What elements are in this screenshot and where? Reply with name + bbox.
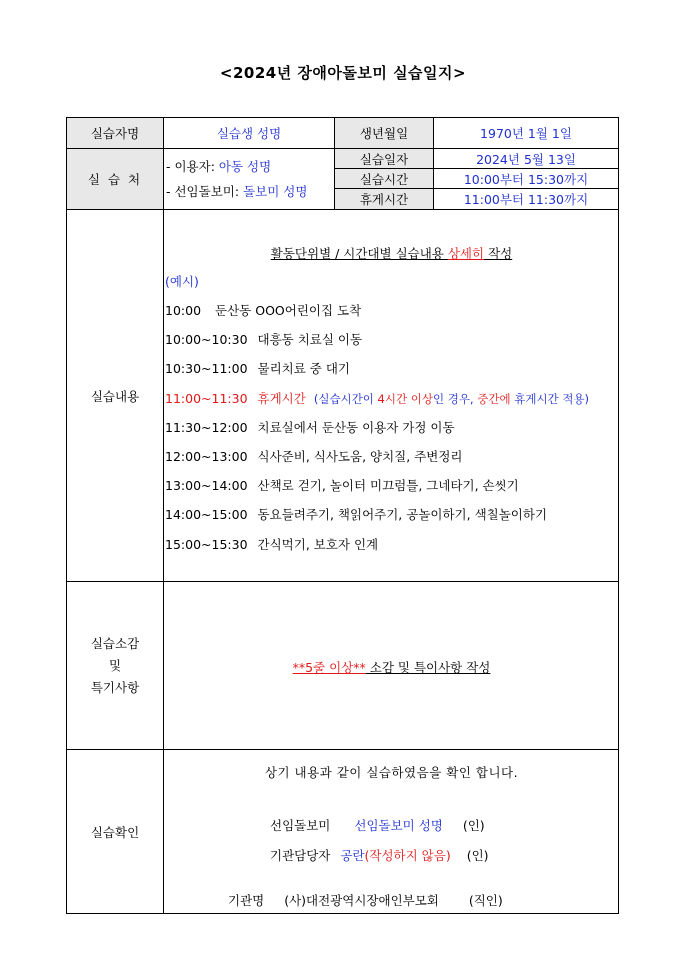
schedule-entry [165, 418, 455, 436]
site-senior-prefix: - 선임돌보미: [166, 184, 240, 199]
schedule-entry [165, 505, 547, 523]
schedule-entry [165, 476, 519, 494]
org-name: (사)대전광역시장애인부모회 [284, 893, 439, 908]
site-user [166, 157, 271, 175]
org-label: 기관명 [228, 893, 265, 908]
entry-time: 10:00~10:30 [165, 332, 248, 348]
senior-confirm-name: 선임돌보미 성명 [354, 818, 443, 833]
senior-confirm-label: 선임돌보미 [270, 818, 331, 833]
note-d: 중간에 [477, 391, 511, 406]
date-label: 실습일자 [359, 151, 409, 167]
schedule-entry [165, 359, 350, 377]
heading-prefix: 활동단위별 / 시간대별 실습내용 [270, 246, 448, 261]
staff-confirm [270, 846, 489, 864]
senior-seal: (인) [462, 818, 485, 833]
remarks-label-1: 실습소감 [90, 635, 140, 651]
senior-confirm [270, 816, 485, 834]
entry-time: 11:30~12:00 [165, 419, 248, 435]
entry-desc: 치료실에서 둔산동 이용자 가정 이동 [257, 419, 455, 435]
birth-date: 1970년 1월 1일 [480, 126, 572, 141]
confirm-label: 실습확인 [90, 824, 140, 840]
staff-seal: (인) [466, 848, 489, 863]
example-label: (예시) [165, 274, 199, 289]
site-user-prefix: - 이용자: [166, 159, 215, 174]
time-label: 실습시간 [359, 171, 409, 187]
entry-time: 12:00~13:00 [165, 449, 248, 464]
confirm-statement: 상기 내용과 같이 실습하였음을 확인 합니다. [264, 765, 519, 780]
note-a: (실습시간이 [313, 391, 378, 406]
entry-time: 15:00~15:30 [165, 536, 248, 552]
break-label: 휴게시간 [359, 192, 409, 207]
content-heading [164, 244, 619, 262]
schedule-entry [165, 447, 463, 465]
remarks-emph: **5줄 이상** [292, 660, 366, 675]
entry-desc: 둔산동 OOO어린이집 도착 [215, 303, 362, 318]
remarks-label [67, 582, 163, 749]
schedule-entry [165, 535, 378, 553]
org-confirm [228, 891, 503, 909]
remarks-instruction [164, 658, 619, 676]
practice-date: 2024년 5월 13일 [476, 151, 576, 167]
site-label: 실 습 처 [87, 172, 143, 187]
remarks-rest: 소감 및 특이사항 작성 [365, 660, 491, 675]
content-label: 실습내용 [90, 388, 140, 404]
trainee-name: 실습생 성명 [216, 126, 282, 141]
entry-desc: 동요들려주기, 책읽어주기, 공놀이하기, 색칠놀이하기 [257, 507, 548, 523]
heading-emph: 상세히 [447, 246, 485, 261]
entry-time: 10:30~11:00 [165, 361, 248, 377]
note-c: 인 경우, [432, 391, 478, 406]
heading-suffix: 작성 [484, 246, 513, 261]
entry-desc: 산책로 걷기, 놀이터 미끄럼틀, 그네타기, 손씻기 [257, 478, 519, 494]
trainee-label: 실습자명 [90, 126, 140, 141]
staff-confirm-label: 기관담당자 [270, 848, 331, 863]
page-title: <2024년 장애아돌보미 실습일지> [219, 64, 467, 82]
entry-desc: 물리치료 중 대기 [257, 361, 351, 377]
schedule-entry [165, 301, 361, 319]
site-user-name: 아동 성명 [218, 159, 272, 174]
org-seal: (직인) [468, 893, 503, 908]
entry-time: 14:00~15:00 [165, 507, 248, 523]
note-b: 4시간 이상 [377, 391, 433, 406]
break-entry-note [314, 392, 589, 406]
entry-time: 13:00~14:00 [165, 478, 248, 494]
break-entry-time: 11:00~11:30 [165, 390, 248, 406]
remarks-label-2: 및 [108, 657, 122, 673]
birth-label: 생년월일 [359, 126, 409, 141]
staff-blank: 공란 [340, 848, 365, 863]
practice-time: 10:00부터 15:30까지 [463, 171, 589, 187]
staff-note: (작성하지 않음) [364, 848, 451, 863]
site-senior [166, 182, 307, 200]
note-e: 휴게시간 적용) [510, 391, 590, 406]
entry-time: 10:00 [165, 303, 202, 318]
entry-desc: 식사준비, 식사도움, 양치질, 주변정리 [257, 449, 463, 464]
remarks-label-3: 특기사항 [90, 679, 140, 695]
entry-desc: 대흥동 치료실 이동 [257, 332, 363, 348]
schedule-entry [165, 330, 362, 348]
col-divider [163, 117, 164, 914]
site-senior-name: 돌보미 성명 [243, 184, 308, 199]
entry-desc: 간식먹기, 보호자 인계 [257, 536, 379, 552]
break-time: 11:00부터 11:30까지 [463, 192, 589, 207]
schedule-entry-break [165, 389, 589, 407]
break-entry-desc: 휴게시간 [257, 390, 306, 406]
